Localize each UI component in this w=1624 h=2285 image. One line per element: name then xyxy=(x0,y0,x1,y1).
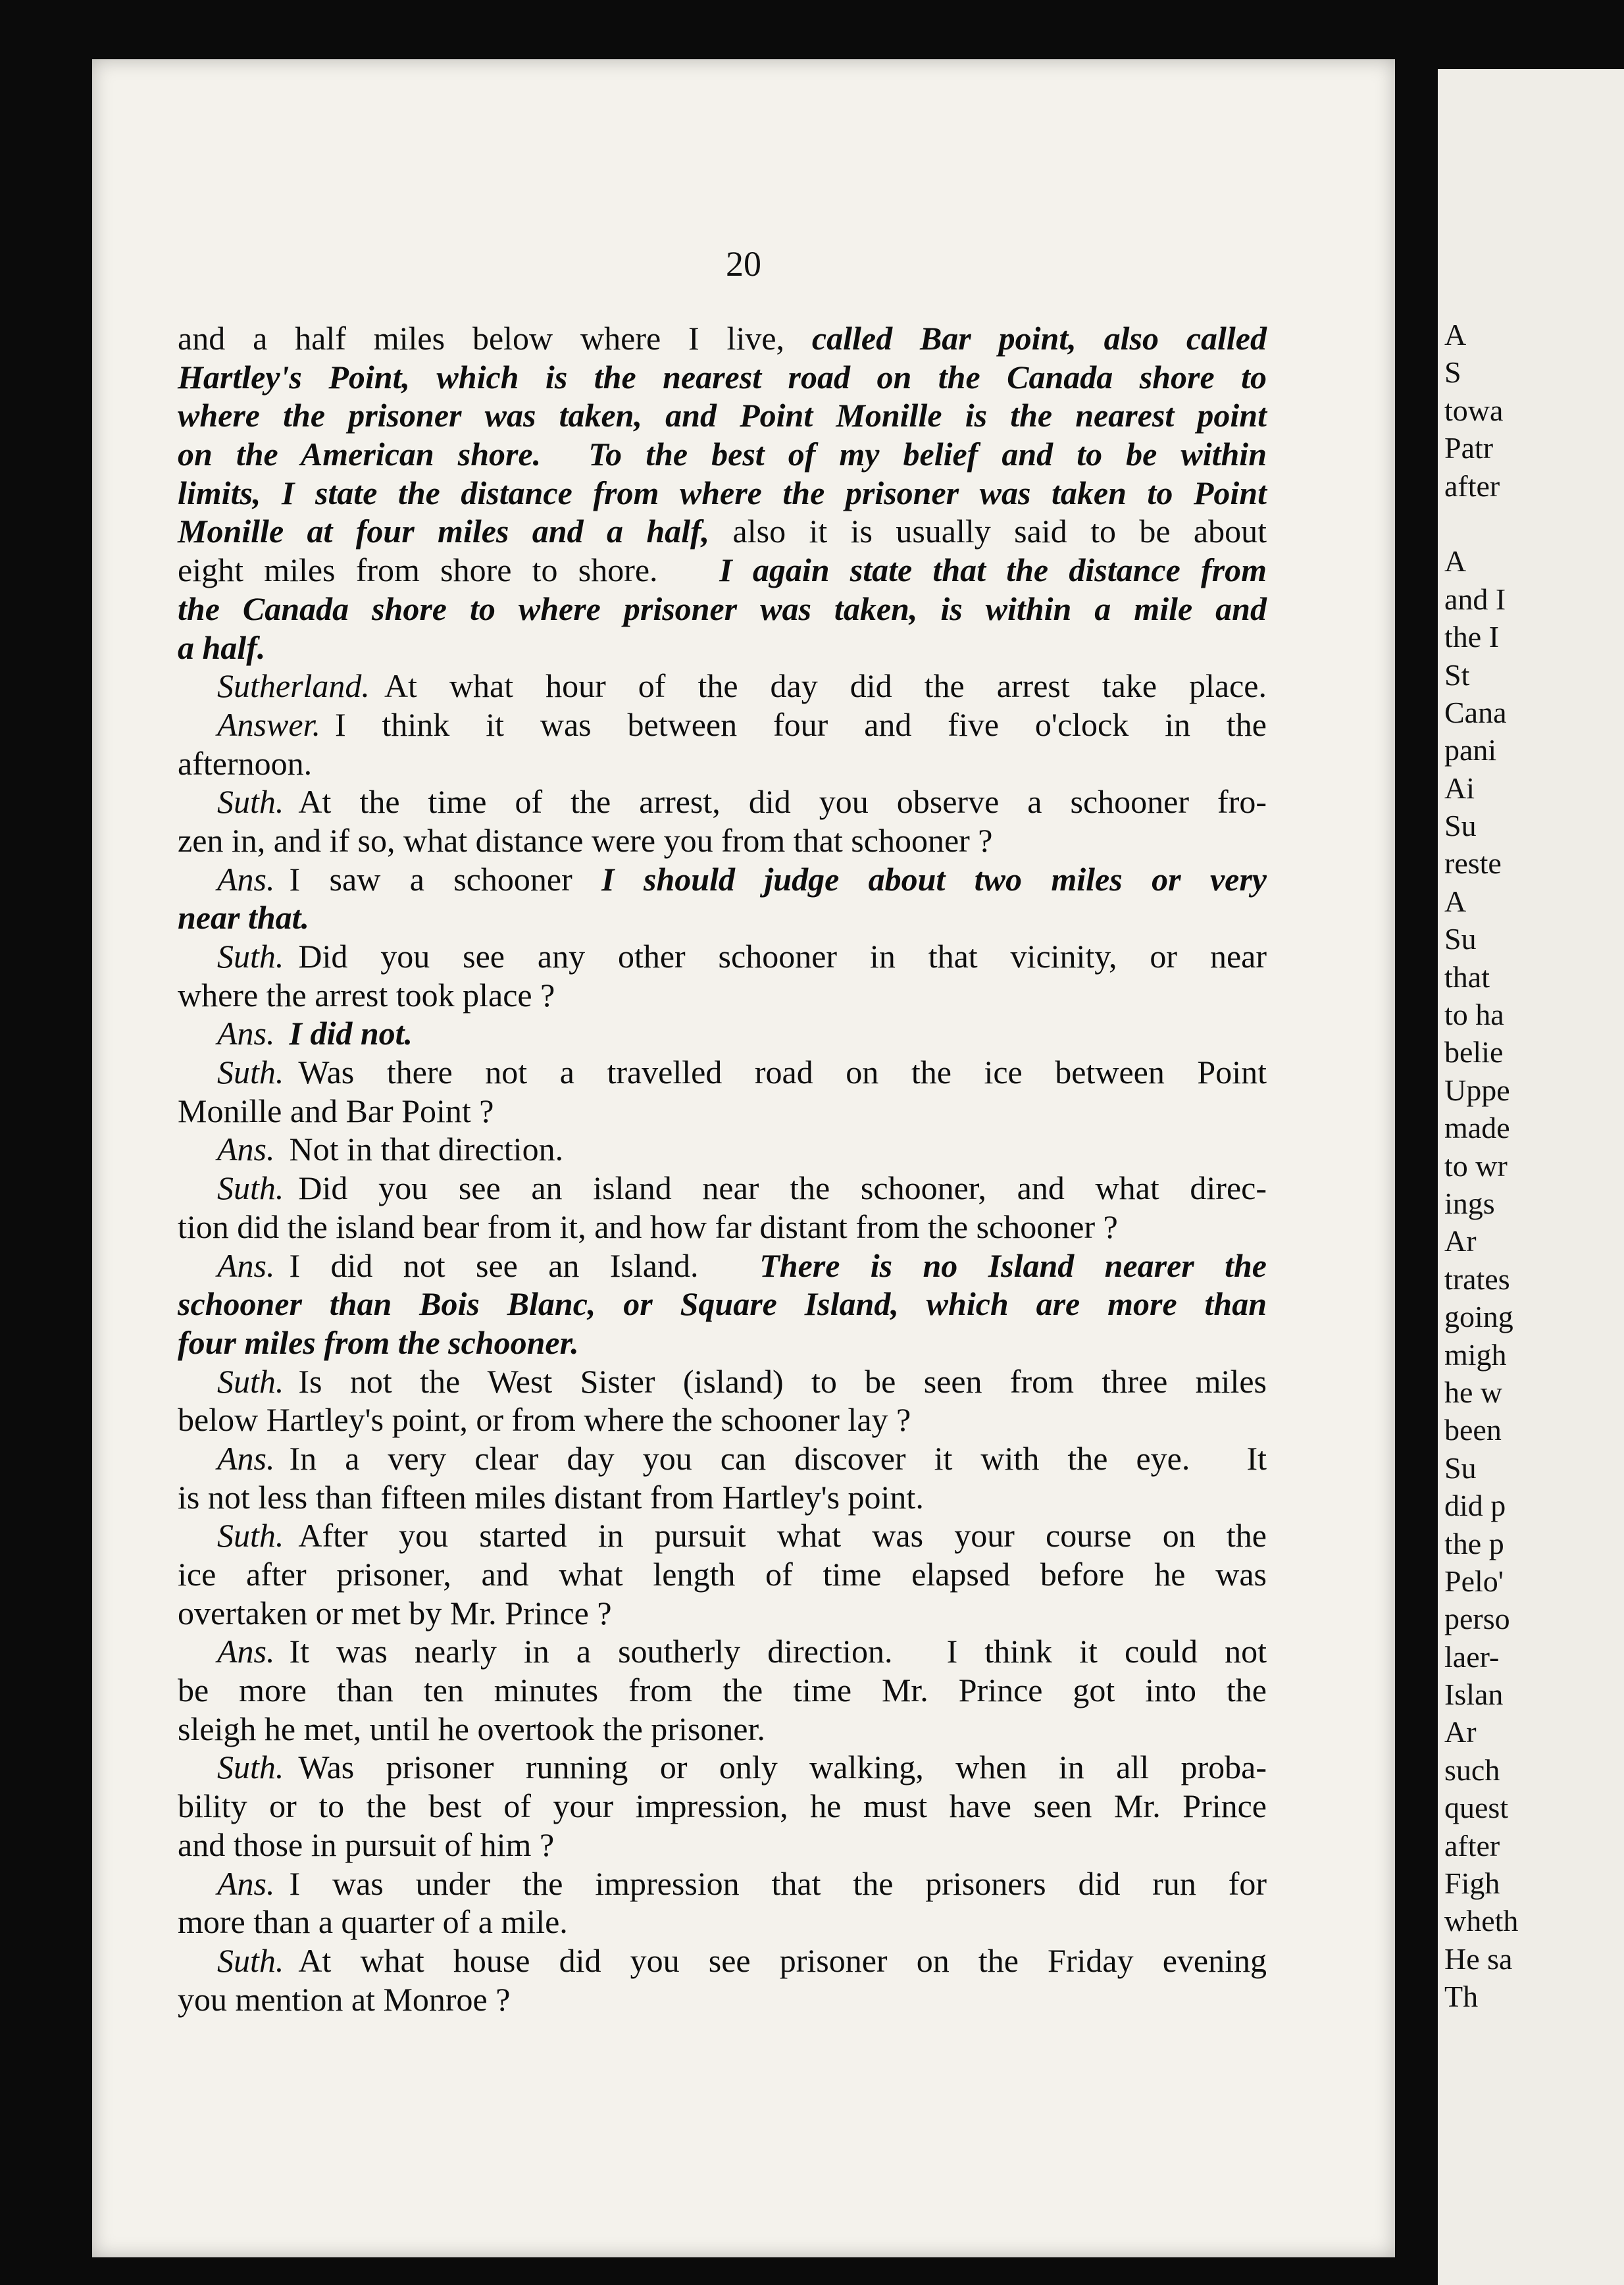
emphasized-text: Hartley's Point, which is the nearest road on the Canada shore to xyxy=(178,358,1267,396)
text-line xyxy=(178,1826,1267,1864)
text-line xyxy=(178,706,1267,744)
fragment-line: he w xyxy=(1444,1375,1503,1409)
text-line xyxy=(178,976,1267,1015)
text-line xyxy=(178,821,1267,860)
body-text: Monille and Bar Point ? xyxy=(178,1092,494,1129)
fragment-line: quest xyxy=(1444,1791,1509,1825)
text-line xyxy=(178,1362,1267,1401)
text-line xyxy=(178,512,1267,551)
fragment-line: such xyxy=(1444,1753,1500,1787)
text-line xyxy=(178,590,1267,629)
emphasized-text: I did not. xyxy=(289,1015,413,1052)
speaker-label: Suth. xyxy=(217,1517,284,1554)
fragment-line: Su xyxy=(1444,1451,1477,1485)
speaker-label: Ans. xyxy=(217,1131,275,1168)
text-line xyxy=(178,1130,1267,1169)
fragment-line xyxy=(1444,505,1518,542)
text-line xyxy=(178,551,1267,590)
speaker-label: Ans. xyxy=(217,1246,275,1284)
speaker-label: Suth. xyxy=(217,1054,284,1091)
text-line xyxy=(178,1555,1267,1594)
fragment-line: after xyxy=(1444,469,1500,503)
speaker-label: Ans. xyxy=(217,860,275,898)
fragment-line: perso xyxy=(1444,1602,1510,1636)
fragment-line: A xyxy=(1444,884,1467,918)
text-line xyxy=(178,1632,1267,1671)
fragment-line: did p xyxy=(1444,1489,1506,1523)
speaker-label: Suth. xyxy=(217,783,284,821)
page-number: 20 xyxy=(726,244,761,284)
speaker-label: Suth. xyxy=(217,1749,284,1786)
body-text: Did you see any other schooner in that vicinity, or near xyxy=(298,938,1267,975)
speaker-label: Answer. xyxy=(217,706,320,743)
text-line xyxy=(178,358,1267,397)
fragment-line: Th xyxy=(1444,1980,1479,2014)
emphasized-text: schooner than Bois Blanc, or Square Island, which are more than xyxy=(178,1285,1267,1323)
text-line xyxy=(178,1092,1267,1131)
fragment-line: St xyxy=(1444,657,1470,692)
body-text: zen in, and if so, what distance were you from that schooner ? xyxy=(178,821,993,859)
body-text: also it is usually said to be about xyxy=(732,513,1267,550)
text-line xyxy=(178,1516,1267,1555)
text-line xyxy=(178,1748,1267,1787)
text-line xyxy=(178,1053,1267,1092)
body-text: After you started in pursuit what was your course on the xyxy=(298,1517,1267,1554)
fragment-line: S xyxy=(1444,355,1461,390)
fragment-line: Figh xyxy=(1444,1866,1500,1901)
speaker-label: Suth. xyxy=(217,938,284,975)
fragment-line: wheth xyxy=(1444,1904,1519,1938)
fragment-line: Uppe xyxy=(1444,1073,1510,1107)
body-text: below Hartley's point, or from where the schooner lay ? xyxy=(178,1401,911,1439)
body-text: be more than ten minutes from the time Mr. Prince got into the xyxy=(178,1672,1267,1709)
fragment-line: to wr xyxy=(1444,1148,1508,1183)
emphasized-text: a half. xyxy=(178,629,266,666)
emphasized-text: I should judge about two miles or very xyxy=(601,860,1267,898)
fragment-line: migh xyxy=(1444,1337,1507,1372)
text-line xyxy=(178,1594,1267,1633)
text-line xyxy=(178,937,1267,976)
body-text: Not in that direction. xyxy=(289,1131,564,1168)
page-text xyxy=(178,319,1267,2018)
fragment-line: Su xyxy=(1444,809,1477,843)
fragment-line: and I xyxy=(1444,582,1506,616)
speaker-label: Ans. xyxy=(217,1864,275,1902)
body-text: It was nearly in a southerly direction. I think it could not xyxy=(289,1633,1267,1670)
text-line xyxy=(178,1478,1267,1517)
body-text: At what hour of the day did the arrest take place. xyxy=(384,667,1267,705)
emphasized-text: on the American shore. To the best of my belief and to be within xyxy=(178,436,1267,473)
fragment-line: belie xyxy=(1444,1035,1504,1069)
emphasized-text: I again state that the distance from xyxy=(719,552,1267,589)
body-text: and those in pursuit of him ? xyxy=(178,1826,555,1863)
text-line xyxy=(178,1246,1267,1285)
body-text: ice after prisoner, and what length of time elapsed before he was xyxy=(178,1556,1267,1593)
speaker-label: Suth. xyxy=(217,1941,284,1979)
body-text: I did not see an Island. xyxy=(289,1246,760,1284)
speaker-label: Suth. xyxy=(217,1169,284,1207)
fragment-line: ings xyxy=(1444,1186,1495,1220)
body-text: where the arrest took place ? xyxy=(178,976,555,1014)
fragment-line: to ha xyxy=(1444,998,1504,1032)
fragment-line: pani xyxy=(1444,733,1497,767)
fragment-line: been xyxy=(1444,1413,1502,1447)
emphasized-text: limits, I state the distance from where the prisoner was taken to Point xyxy=(178,474,1267,511)
emphasized-text: four miles from the schooner. xyxy=(178,1323,579,1361)
book-page xyxy=(92,59,1395,2257)
text-line xyxy=(178,474,1267,513)
fragment-line: trates xyxy=(1444,1262,1510,1296)
body-text: In a very clear day you can discover it with the eye. It xyxy=(289,1439,1267,1477)
text-line xyxy=(178,1787,1267,1826)
body-text: overtaken or met by Mr. Prince ? xyxy=(178,1594,612,1631)
fragment-line: Islan xyxy=(1444,1678,1504,1712)
fragment-line: going xyxy=(1444,1300,1513,1334)
body-text: At what house did you see prisoner on the Friday evening xyxy=(298,1941,1267,1979)
text-line xyxy=(178,667,1267,706)
fragment-line: the I xyxy=(1444,620,1500,654)
fragment-line: A xyxy=(1444,544,1467,578)
speaker-label: Ans. xyxy=(217,1439,275,1477)
emphasized-text: near that. xyxy=(178,899,310,937)
text-line xyxy=(178,1439,1267,1478)
body-text: Was prisoner running or only walking, when in all proba- xyxy=(298,1749,1267,1786)
text-line xyxy=(178,1903,1267,1941)
body-text: Did you see an island near the schooner, and what direc- xyxy=(298,1169,1267,1207)
adjacent-page-fragments xyxy=(1444,316,1518,2016)
body-text: and a half miles below where I live, xyxy=(178,320,812,357)
body-text: I was under the impression that the prisoners did run for xyxy=(289,1864,1267,1902)
fragment-line: Patr xyxy=(1444,431,1494,465)
fragment-line: laer- xyxy=(1444,1639,1500,1674)
fragment-line: Ar xyxy=(1444,1224,1477,1258)
text-line xyxy=(178,783,1267,821)
text-line xyxy=(178,629,1267,667)
emphasized-text: called Bar point, also called xyxy=(811,320,1267,357)
speaker-label: Ans. xyxy=(217,1015,275,1052)
text-line xyxy=(178,1980,1267,2019)
body-text: tion did the island bear from it, and how far distant from the schooner ? xyxy=(178,1208,1118,1245)
body-text: I think it was between four and five o'clock in the xyxy=(334,706,1267,743)
text-line xyxy=(178,1710,1267,1749)
body-text: is not less than fifteen miles distant from Hartley's point. xyxy=(178,1478,924,1516)
fragment-line: the p xyxy=(1444,1526,1504,1560)
text-line xyxy=(178,435,1267,474)
emphasized-text: Monille at four miles and a half, xyxy=(178,513,733,550)
body-text: At the time of the arrest, did you observe a schooner fro- xyxy=(298,783,1267,821)
body-text: bility or to the best of your impression, he must have seen Mr. Prince xyxy=(178,1787,1267,1825)
fragment-line: after xyxy=(1444,1828,1500,1862)
emphasized-text: where the prisoner was taken, and Point Monille is the nearest point xyxy=(178,397,1267,434)
speaker-label: Suth. xyxy=(217,1362,284,1400)
fragment-line: Su xyxy=(1444,922,1477,956)
body-text: you mention at Monroe ? xyxy=(178,1980,511,2018)
fragment-line: reste xyxy=(1444,846,1502,881)
fragment-line: that xyxy=(1444,960,1490,994)
text-line xyxy=(178,319,1267,358)
body-text: Is not the West Sister (island) to be seen from three miles xyxy=(298,1362,1267,1400)
fragment-line: Pelo' xyxy=(1444,1564,1504,1598)
body-text: eight miles from shore to shore. xyxy=(178,552,720,589)
text-line xyxy=(178,1864,1267,1903)
fragment-line: Ar xyxy=(1444,1715,1477,1749)
body-text: afternoon. xyxy=(178,744,313,782)
speaker-label: Sutherland. xyxy=(217,667,370,705)
text-line xyxy=(178,1014,1267,1053)
text-line xyxy=(178,1323,1267,1362)
body-text: more than a quarter of a mile. xyxy=(178,1903,568,1941)
body-text: I saw a schooner xyxy=(289,860,602,898)
fragment-line: He sa xyxy=(1444,1941,1513,1976)
text-line xyxy=(178,396,1267,435)
emphasized-text: There is no Island nearer the xyxy=(759,1246,1267,1284)
text-line xyxy=(178,1169,1267,1208)
text-line xyxy=(178,1671,1267,1710)
text-line xyxy=(178,898,1267,937)
body-text: sleigh he met, until he overtook the prisoner. xyxy=(178,1710,765,1747)
fragment-line: A xyxy=(1444,318,1467,351)
text-line xyxy=(178,1208,1267,1246)
text-line xyxy=(178,1285,1267,1323)
speaker-label: Ans. xyxy=(217,1633,275,1670)
fragment-line: towa xyxy=(1444,393,1504,427)
text-line xyxy=(178,744,1267,783)
text-line xyxy=(178,1400,1267,1439)
fragment-line: made xyxy=(1444,1111,1510,1145)
fragment-line: Ai xyxy=(1444,771,1475,805)
text-line xyxy=(178,1941,1267,1980)
emphasized-text: the Canada shore to where prisoner was taken, is within a mile and xyxy=(178,590,1267,627)
fragment-line: Cana xyxy=(1444,695,1507,729)
body-text: Was there not a travelled road on the ice between Point xyxy=(298,1054,1267,1091)
text-line xyxy=(178,860,1267,899)
